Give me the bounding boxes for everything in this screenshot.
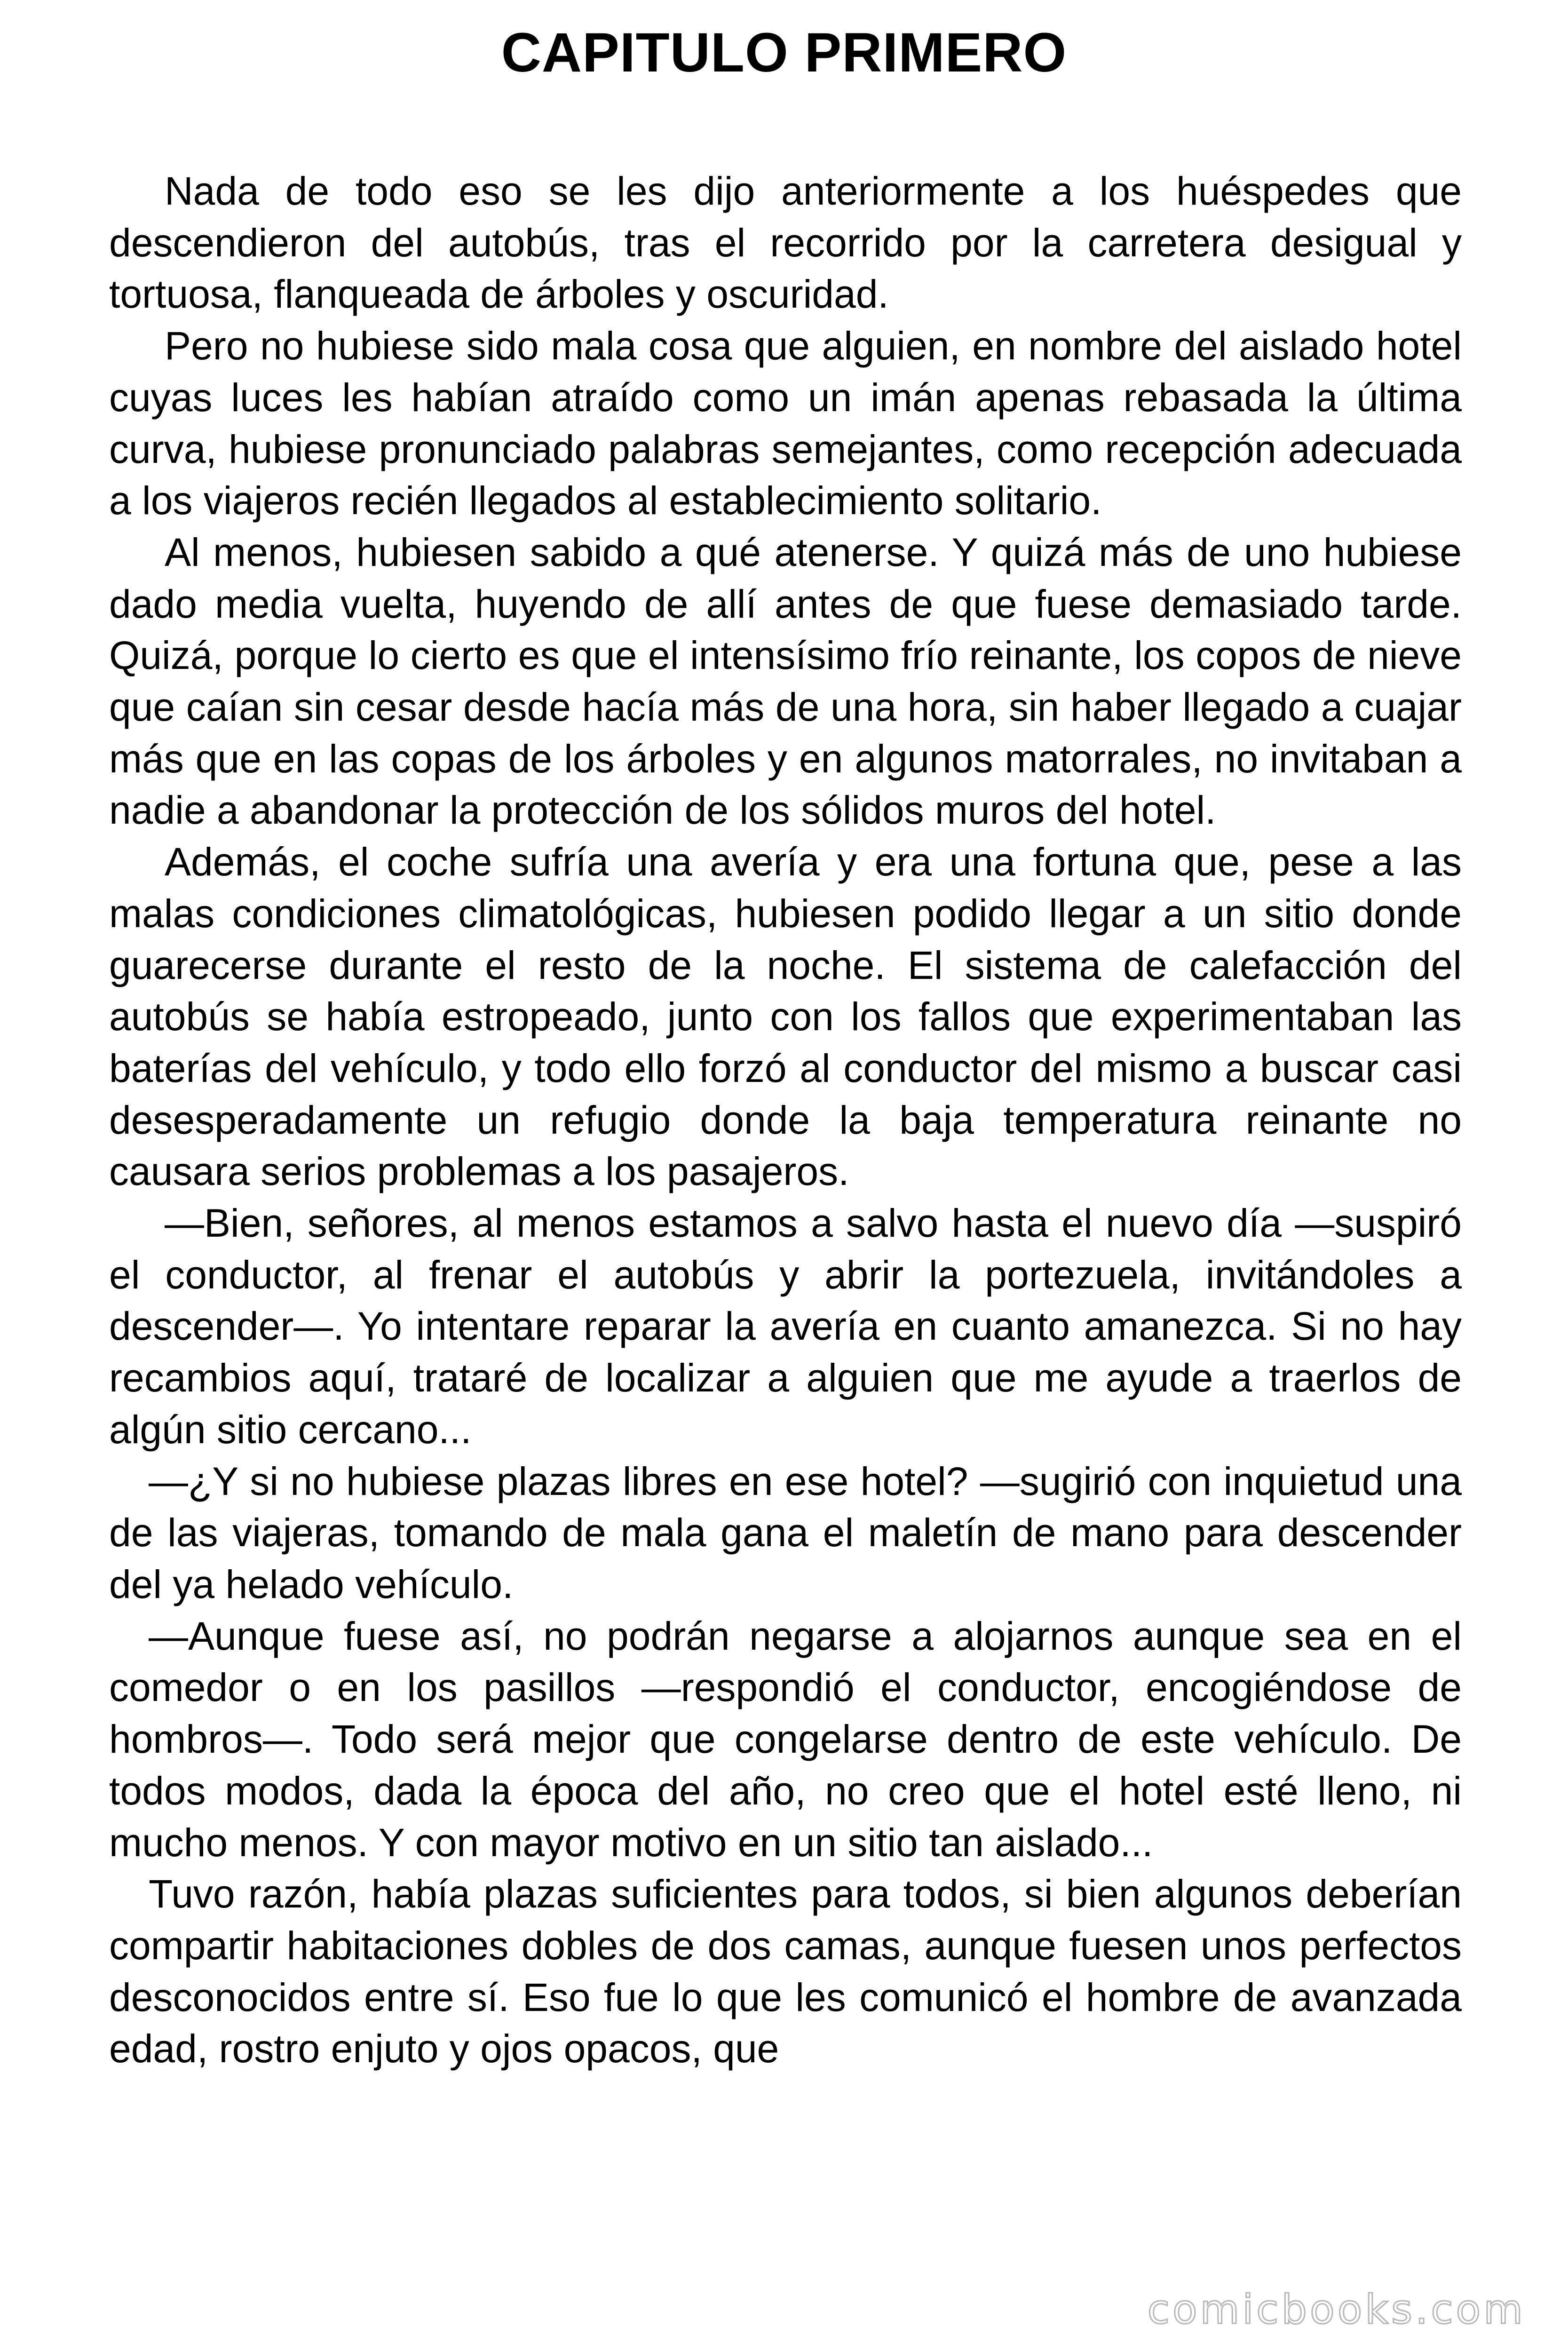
paragraph-5: —Bien, señores, al menos estamos a salvo hasta el nuevo día —suspiró el conductor, al frenar el autobús y abrir la portezuela, invitándoles a descender—. Yo intentare reparar la avería en cuanto amanezca. Si no hay recambios aquí, trataré de localizar a alguien que me ayude a traerlos de algún sitio cercano... [109, 1201, 1462, 1452]
body-text [109, 166, 1462, 2075]
paragraph-6: —¿Y si no hubiese plazas libres en ese hotel? —sugirió con inquietud una de las viajeras, tomando de mala gana el maletín de mano para descender del ya helado vehículo. [109, 1459, 1462, 1606]
paragraph-1: Nada de todo eso se les dijo anteriormente a los huéspedes que descendieron del autobús, tras el recorrido por la carretera desigual y tortuosa, flanqueada de árboles y oscuridad. [109, 169, 1462, 317]
paragraph-3: Al menos, hubiesen sabido a qué atenerse. Y quizá más de uno hubiese dado media vuelta, huyendo de allí antes de que fuese demasiado tarde. Quizá, porque lo cierto es que el intensísimo frío reinante, los copos de nieve que caían sin cesar desde hacía más de una hora, sin haber llegado a cuajar más que en las copas de los árboles y en algunos matorrales, no invitaban a nadie a abandonar la protección de los sólidos muros del hotel. [109, 530, 1462, 833]
paragraph-7: —Aunque fuese así, no podrán negarse a alojarnos aunque sea en el comedor o en los pasillos —respondió el conductor, encogiéndose de hombros—. Todo será mejor que congelarse dentro de este vehículo. De todos modos, dada la época del año, no creo que el hotel esté lleno, ni mucho menos. Y con mayor motivo en un sitio tan aislado... [109, 1613, 1462, 1865]
chapter-title: CAPITULO PRIMERO [501, 22, 1067, 84]
paragraph-2: Pero no hubiese sido mala cosa que alguien, en nombre del aislado hotel cuyas luces les habían atraído como un imán apenas rebasada la última curva, hubiese pronunciado palabras semejantes, como recepción adecuada a los viajeros recién llegados al establecimiento solitario. [109, 324, 1462, 523]
watermark: comicbooks.com [1147, 2286, 1526, 2333]
paragraph-8: Tuvo razón, había plazas suficientes para todos, si bien algunos deberían compartir habitaciones dobles de dos camas, aunque fuesen unos perfectos desconocidos entre sí. Eso fue lo que les comunicó el hombre de avanzada edad, rostro enjuto y ojos opacos, que [109, 1872, 1462, 2071]
paragraph-4: Además, el coche sufría una avería y era una fortuna que, pese a las malas condiciones climatológicas, hubiesen podido llegar a un sitio donde guarecerse durante el resto de la noche. El sistema de calefacción del autobús se había estropeado, junto con los fallos que experimentaban las baterías del vehículo, y todo ello forzó al conductor del mismo a buscar casi desesperadamente un refugio donde la baja temperatura reinante no causara serios problemas a los pasajeros. [109, 840, 1462, 1194]
